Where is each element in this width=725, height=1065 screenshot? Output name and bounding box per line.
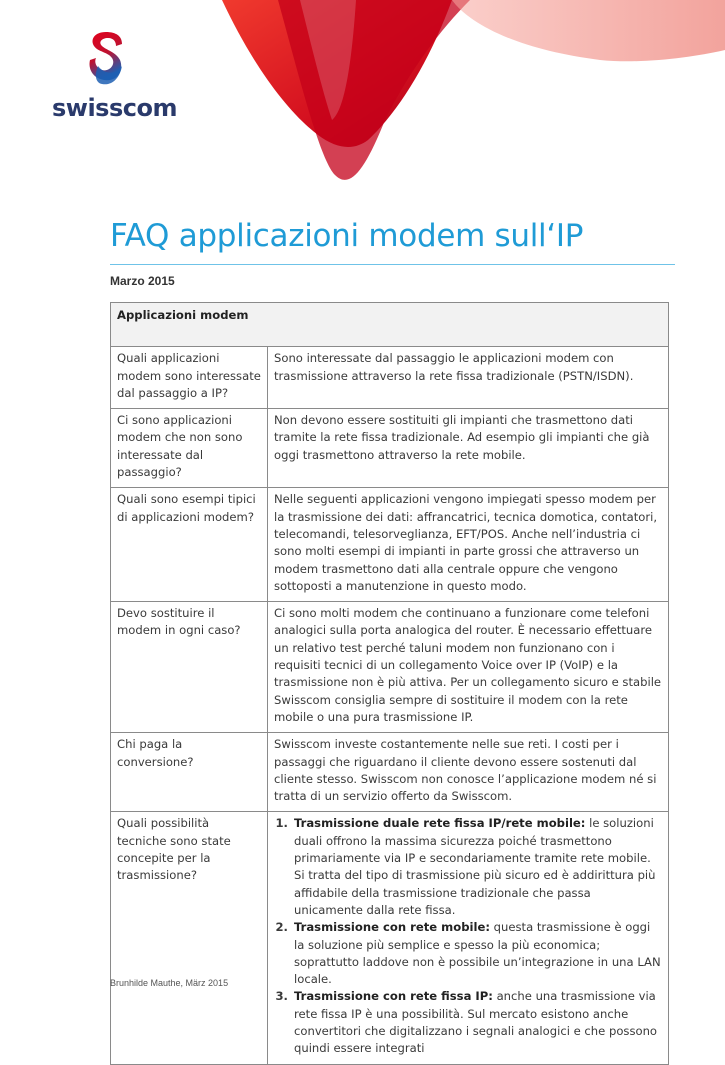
page-footer: Brunhilde Mauthe, März 2015 [110, 978, 229, 988]
table-header-row [111, 303, 669, 347]
table-row [111, 488, 669, 602]
faq-answer: Non devono essere sostituiti gli impianti che trasmettono dati tramite la rete fissa tradizionale. Ad esempio gli impianti che già oggi trasmettono attraverso la rete mobile. [268, 409, 669, 488]
option-text: questa trasmissione è oggi la soluzione più semplice e spesso la più economica; soprattutto laddove non è possibile un’integrazione in una LAN locale. [294, 920, 661, 987]
table-row [111, 409, 669, 488]
options-list [274, 815, 663, 1057]
option-heading: Trasmissione duale rete fissa IP/rete mobile: [294, 816, 586, 831]
table-row [111, 602, 669, 733]
faq-question: Quali possibilità tecniche sono state concepite per la trasmissione? [111, 812, 268, 1064]
table-row [111, 733, 669, 812]
list-item [292, 988, 663, 1057]
page-title: FAQ applicazioni modem sull‘IP [110, 218, 584, 254]
faq-question: Ci sono applicazioni modem che non sono interessate dal passaggio? [111, 409, 268, 488]
faq-table [110, 302, 669, 1065]
faq-answer: Ci sono molti modem che continuano a funzionare come telefoni analogici sulla porta analogica del router. È necessario effettuare un relativo test perché taluni modem non funzionano con i requisiti tecnici di un collegamento Voice over IP (VoIP) e la trasmissione non è più attiva. Per un collegamento sicuro e stabile Swisscom consiglia sempre di sostituire il modem con la rete mobile o una pura trasmissione IP. [268, 602, 669, 733]
table-row [111, 347, 669, 409]
table-row [111, 812, 669, 1064]
faq-question: Devo sostituire il modem in ogni caso? [111, 602, 268, 733]
table-header: Applicazioni modem [111, 303, 669, 347]
faq-answer: Nelle seguenti applicazioni vengono impiegati spesso modem per la trasmissione dei dati: affrancatrici, tecnica domotica, contatori, telecomandi, telesorveglianza, EFT/POS. Anche nell’industria ci sono molti esempi di impianti in parte grossi che attraverso un modem trasmettono dati alla centrale oppure che vengono sottoposti a manutenzione in questo modo. [268, 488, 669, 602]
faq-question: Chi paga la conversione? [111, 733, 268, 812]
faq-answer: Sono interessate dal passaggio le applicazioni modem con trasmissione attraverso la rete fissa tradizionale (PSTN/ISDN). [268, 347, 669, 409]
list-item [292, 815, 663, 919]
option-heading: Trasmissione con rete fissa IP: [294, 989, 493, 1004]
option-text: le soluzioni duali offrono la massima sicurezza poiché trasmettono primariamente via IP e secondariamente tramite rete mobile. Si tratta del tipo di trasmissione più sicuro ed è addirittura più affidabile della trasmissione tradizionale che passa unicamente dalla rete fissa. [294, 816, 656, 917]
option-heading: Trasmissione con rete mobile: [294, 920, 490, 935]
list-item [292, 919, 663, 988]
brand-wordmark: swisscom [52, 94, 177, 122]
option-text: anche una trasmissione via rete fissa IP è una possibilità. Sul mercato esistono anche convertitori che digitalizzano i segnali analogici e che possono quindi essere integrati [294, 989, 658, 1056]
faq-answer: Swisscom investe costantemente nelle sue reti. I costi per i passaggi che riguardano il cliente devono essere sostenuti dal cliente stesso. Swisscom non conosce l’applicazione modem né si tratta di un servizio offerto da Swisscom. [268, 733, 669, 812]
title-divider [110, 264, 675, 265]
document-date: Marzo 2015 [110, 274, 175, 288]
faq-question: Quali applicazioni modem sono interessate dal passaggio a IP? [111, 347, 268, 409]
faq-answer-options [268, 812, 669, 1064]
faq-question: Quali sono esempi tipici di applicazioni modem? [111, 488, 268, 602]
